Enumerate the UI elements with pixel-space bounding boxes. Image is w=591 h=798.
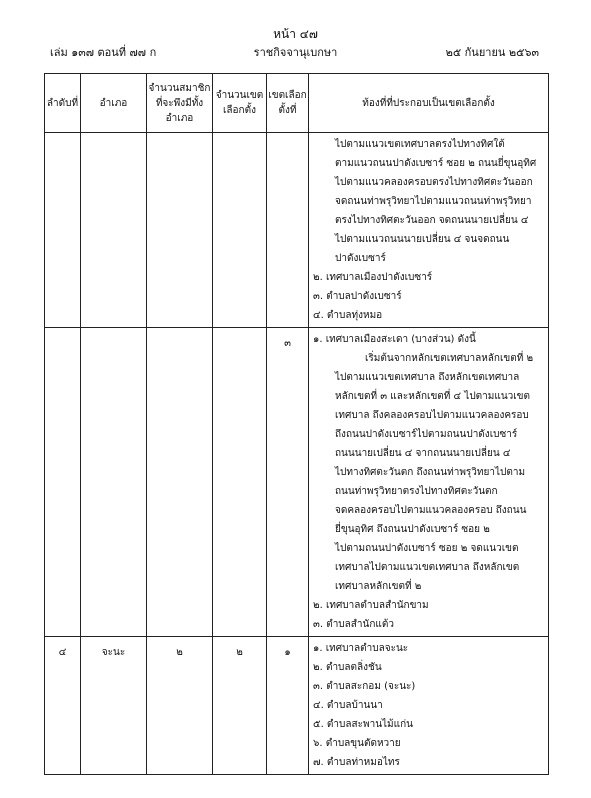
cell-order	[45, 328, 81, 637]
cell-district	[81, 328, 147, 637]
cell-zone-count	[213, 328, 267, 637]
col-header-zone-count: จำนวนเขตเลือกตั้ง	[213, 74, 267, 133]
locality-line: เทศบาล ถึงคลองครอบไปตามแนวคลองครอบ	[335, 410, 529, 421]
gazette-title: ราชกิจจานุเบกษา	[253, 46, 338, 59]
table-row	[45, 328, 549, 637]
locality-line: ถนนท่าพรุวิทยาตรงไปทางทิศตะวันตก	[335, 486, 498, 497]
cell-zone-number: ๓	[267, 328, 309, 637]
col-header-locality: ท้องที่ที่ประกอบเป็นเขตเลือกตั้ง	[309, 74, 549, 133]
cell-members: ๒	[147, 637, 213, 775]
locality-line: ไปตามแนวคลองครอบตรงไปทางทิศตะวันออก	[335, 177, 533, 188]
locality-line: ไปตามแนวเขตเทศบาล ถึงหลักเขตเทศบาล	[335, 372, 520, 383]
locality-line: จดคลองครอบไปตามแนวคลองครอบ ถึงถนน	[335, 505, 527, 516]
locality-line: เริ่มต้นจากหลักเขตเทศบาลหลักเขตที่ ๒	[365, 353, 534, 364]
volume-issue: เล่ม ๑๓๗ ตอนที่ ๗๗ ก	[50, 46, 157, 59]
locality-line: ๕. ตำบลสะพานไม้แก่น	[313, 719, 413, 730]
locality-line: ๒. เทศบาลตำบลสำนักขาม	[313, 600, 429, 611]
locality-line: ๑. เทศบาลเมืองสะเดา (บางส่วน) ดังนี้	[313, 334, 476, 345]
cell-district: จะนะ	[81, 637, 147, 775]
locality-line: ตรงไปทางทิศตะวันออก จดถนนนายเปลี่ยน ๔	[335, 215, 529, 226]
col-header-district: อำเภอ	[81, 74, 147, 133]
cell-zone-count: ๒	[213, 637, 267, 775]
cell-zone-number	[267, 133, 309, 328]
cell-district	[81, 133, 147, 328]
locality-line: ๑. เทศบาลตำบลจะนะ	[313, 643, 409, 654]
locality-line: ไปตามถนนปาดังเบซาร์ ซอย ๒ จดแนวเขต	[335, 543, 519, 554]
page-number: หน้า ๔๗	[273, 27, 318, 41]
table-header-row	[45, 74, 549, 133]
locality-line: ๓. ตำบลสำนักแต้ว	[313, 619, 394, 630]
cell-zone-count	[213, 133, 267, 328]
table-row	[45, 133, 549, 328]
locality-line: ไปตามแนวถนนนายเปลี่ยน ๔ จนจดถนน	[335, 234, 510, 245]
locality-line: ๓. ตำบลสะกอม (จะนะ)	[313, 681, 416, 692]
locality-line: ๓. ตำบลปาดังเบซาร์	[313, 291, 402, 302]
locality-line: หลักเขตที่ ๓ และหลักเขตที่ ๔ ไปตามแนวเขต	[335, 391, 531, 402]
locality-line: ๖. ตำบลขุนตัดหวาย	[313, 738, 401, 749]
locality-line: ๔. ตำบลทุ่งหมอ	[313, 310, 383, 321]
cell-order	[45, 133, 81, 328]
issue-date: ๒๕ กันยายน ๒๕๖๓	[445, 46, 539, 59]
locality-line: ปาดังเบซาร์	[335, 253, 386, 264]
col-header-zone-number: เขตเลือกตั้งที่	[267, 74, 309, 133]
locality-line: ตามแนวถนนปาดังเบซาร์ ซอย ๒ ถนนยี่ขุนอุทิศ	[335, 158, 537, 169]
cell-members	[147, 328, 213, 637]
locality-line: ไปทางทิศตะวันตก ถึงถนนท่าพรุวิทยาไปตาม	[335, 467, 526, 478]
electoral-zone-table	[44, 73, 549, 775]
locality-line: ถนนนายเปลี่ยน ๔ จากถนนนายเปลี่ยน ๔	[335, 448, 511, 459]
locality-line: ยี่ขุนอุทิศ ถึงถนนปาดังเบซาร์ ซอย ๒	[335, 524, 490, 535]
locality-line: ไปตามแนวเขตเทศบาลตรงไปทางทิศใต้	[335, 139, 505, 150]
locality-line: จดถนนท่าพรุวิทยาไปตามแนวถนนท่าพรุวิทยา	[335, 196, 532, 207]
cell-locality	[309, 328, 549, 637]
cell-locality	[309, 133, 549, 328]
locality-line: เทศบาลหลักเขตที่ ๒	[335, 581, 422, 592]
cell-locality	[309, 637, 549, 775]
col-header-order: ลำดับที่	[45, 74, 81, 133]
locality-line: ๒. ตำบลตลิ่งชัน	[313, 662, 382, 673]
locality-line: ๗. ตำบลท่าหมอไทร	[313, 757, 400, 768]
locality-line: ถึงถนนปาดังเบซาร์ไปตามถนนปาดังเบซาร์	[335, 429, 518, 440]
locality-line: ๒. เทศบาลเมืองปาดังเบซาร์	[313, 272, 433, 283]
locality-line: ๔. ตำบลบ้านนา	[313, 700, 383, 711]
locality-line: เทศบาลไปตามแนวเขตเทศบาล ถึงหลักเขต	[335, 562, 520, 573]
cell-members	[147, 133, 213, 328]
col-header-members: จำนวนสมาชิกที่จะพึงมีทั้งอำเภอ	[147, 74, 213, 133]
table-row	[45, 637, 549, 775]
cell-zone-number: ๑	[267, 637, 309, 775]
cell-order: ๔	[45, 637, 81, 775]
